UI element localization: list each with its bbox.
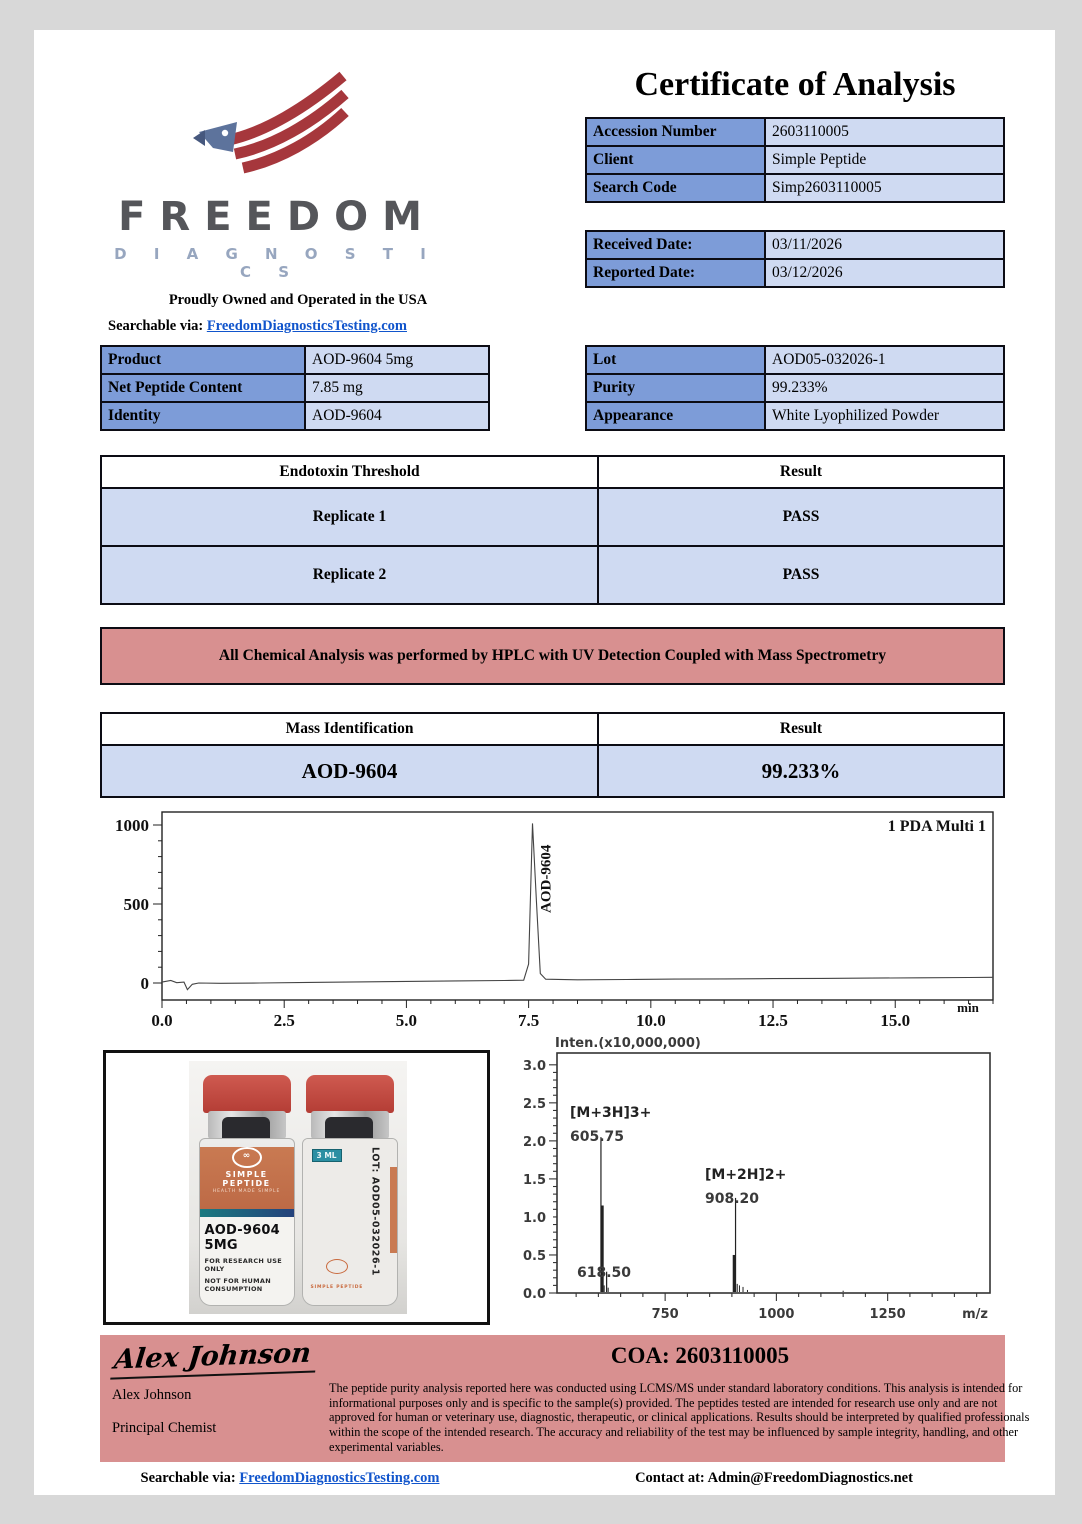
label-brand-section	[200, 1147, 294, 1209]
vial-cap	[306, 1075, 394, 1113]
vial-lot-number: LOT: AOD05-032026-1	[369, 1147, 381, 1276]
vial-body	[199, 1138, 295, 1306]
table-row	[586, 118, 1004, 146]
y-axis-label: Inten.(x10,000,000)	[555, 1036, 701, 1051]
result-value: 99.233%	[598, 745, 1004, 797]
mass-id-table	[100, 712, 1005, 798]
y-tick-label: 0.0	[522, 1287, 546, 1302]
row-value: Simp2603110005	[765, 174, 1004, 202]
table-header-row	[101, 456, 1004, 488]
hplc-chart-svg	[100, 805, 1005, 1040]
vial-crimp	[208, 1111, 286, 1139]
row-label: Received Date:	[586, 231, 765, 259]
x-tick-label: 2.5	[273, 1011, 295, 1030]
row-value: Simple Peptide	[765, 146, 1004, 174]
eagle-icon	[185, 70, 355, 188]
table-header-row	[101, 713, 1004, 745]
mass-spectrum	[520, 1035, 1012, 1335]
vial-crimp	[311, 1111, 389, 1139]
x-tick-label: 1250	[869, 1307, 906, 1322]
table-row	[586, 259, 1004, 287]
row-label: Purity	[586, 374, 765, 402]
lot-table	[585, 345, 1005, 431]
row-value: White Lyophilized Powder	[765, 402, 1004, 430]
page-title: Certificate of Analysis	[634, 66, 956, 103]
vial-brand: SIMPLE PEPTIDE	[310, 1285, 364, 1290]
footer-contact: Contact at: Admin@FreedomDiagnostics.net	[635, 1470, 913, 1486]
table-row	[586, 231, 1004, 259]
chemist-title: Principal Chemist	[112, 1420, 217, 1436]
y-tick-label: 0	[140, 974, 149, 993]
result-value: PASS	[598, 546, 1004, 604]
product-table	[100, 345, 490, 431]
ms-peak-mz: 908.20	[705, 1191, 760, 1207]
vial-brand-tagline: HEALTH MADE SIMPLE	[212, 1189, 281, 1194]
label-product-section	[200, 1217, 294, 1306]
y-tick-label: 1.0	[522, 1210, 546, 1226]
x-tick-label: 1000	[758, 1307, 795, 1322]
row-label: Reported Date:	[586, 259, 765, 287]
table-row	[101, 488, 1004, 546]
row-value: 03/11/2026	[765, 231, 1004, 259]
peak-label: AOD-9604	[538, 844, 555, 913]
x-tick-label: 15.0	[880, 1011, 911, 1030]
vial-brand: SIMPLE PEPTIDE	[222, 1170, 271, 1188]
vial-back	[302, 1075, 398, 1306]
company-logo	[90, 70, 450, 281]
x-tick-label: 7.5	[517, 1011, 540, 1030]
row-label: Client	[586, 146, 765, 174]
vial-photo	[189, 1061, 407, 1314]
table-row	[586, 146, 1004, 174]
endotoxin-table	[100, 455, 1005, 605]
replicate-name: Replicate 1	[101, 488, 598, 546]
volume-badge: 3 ML	[312, 1149, 342, 1162]
x-tick-label: 12.5	[758, 1011, 788, 1030]
chromatogram-trace	[162, 823, 993, 989]
replicate-name: Replicate 2	[101, 546, 598, 604]
y-tick-label: 0.5	[522, 1248, 546, 1264]
detector-label: 1 PDA Multi 1	[887, 818, 986, 835]
y-tick-label: 500	[123, 895, 149, 914]
brand-logo-small	[311, 1259, 364, 1293]
col-header: Result	[598, 456, 1004, 488]
row-value: 99.233%	[765, 374, 1004, 402]
table-row	[101, 374, 489, 402]
ms-annotation: [M+3H]3+	[570, 1105, 652, 1121]
brand-logo-icon: ∞	[232, 1147, 262, 1168]
label-edge	[390, 1167, 397, 1253]
table-row	[586, 346, 1004, 374]
table-row	[101, 346, 489, 374]
row-value: 2603110005	[765, 118, 1004, 146]
col-header: Mass Identification	[101, 713, 598, 745]
result-value: PASS	[598, 488, 1004, 546]
row-value: AOD-9604 5mg	[305, 346, 489, 374]
banner-text: All Chemical Analysis was performed by HPLC with UV Detection Coupled with Mass Spectrometry	[218, 647, 887, 664]
brand-logo-icon	[326, 1259, 348, 1274]
ms-peak-mz: 605.75	[570, 1129, 625, 1145]
row-value: AOD05-032026-1	[765, 346, 1004, 374]
searchable-link-top[interactable]: FreedomDiagnosticsTesting.com	[206, 318, 407, 334]
ms-annotation: [M+2H]2+	[705, 1167, 787, 1183]
x-tick-label: 0.0	[151, 1011, 173, 1030]
label-back	[303, 1139, 397, 1305]
y-tick-label: 2.5	[522, 1096, 546, 1112]
table-row	[586, 402, 1004, 430]
x-tick-label: 5.0	[395, 1011, 418, 1030]
brand-subtitle: D I A G N O S T I C S	[114, 245, 437, 281]
chemist-name: Alex Johnson	[112, 1387, 192, 1403]
accession-table	[585, 117, 1005, 203]
y-tick-label: 2.0	[522, 1134, 546, 1150]
table-row	[586, 374, 1004, 402]
signature: Alex Johnson	[110, 1337, 318, 1379]
row-value: 03/12/2026	[765, 259, 1004, 287]
disclaimer-text: The peptide purity analysis reported here was conducted using LCMS/MS under standard laboratory conditions. This analysis is intended for informational purposes only and is specific to the sample(s) provided. The peptides tested are intended for research use only and are not approved for human or veterinary use, diagnostic, therapeutic, or clinical applications. Results should be interpreted by qualified professionals within the scope of the intended research. The accuracy and reliability of the test may be influenced by sample integrity, handling, and other experimental variables.	[329, 1381, 1030, 1454]
table-row	[101, 546, 1004, 604]
y-tick-label: 1.5	[522, 1172, 546, 1188]
row-label: Appearance	[586, 402, 765, 430]
ms-peak-mz: 618.50	[577, 1265, 632, 1281]
searchable-link-bottom[interactable]: FreedomDiagnosticsTesting.com	[239, 1470, 440, 1486]
label-stripe	[200, 1209, 294, 1217]
table-row	[101, 402, 489, 430]
coa-number: COA: 2603110005	[610, 1343, 790, 1368]
dates-table	[585, 230, 1005, 288]
x-axis-unit: min	[957, 1000, 979, 1015]
row-label: Identity	[101, 402, 305, 430]
vial-warning-line: NOT FOR HUMAN CONSUMPTION	[204, 1277, 271, 1293]
x-tick-label: 750	[651, 1307, 679, 1322]
analysis-method-banner	[100, 627, 1005, 685]
table-row	[101, 745, 1004, 797]
row-label: Product	[101, 346, 305, 374]
row-label: Lot	[586, 346, 765, 374]
vial-front	[199, 1075, 295, 1306]
hplc-chromatogram	[100, 805, 1005, 1040]
col-header: Endotoxin Threshold	[101, 456, 598, 488]
product-photo-frame	[103, 1050, 490, 1325]
row-label: Net Peptide Content	[101, 374, 305, 402]
row-label: Search Code	[586, 174, 765, 202]
vial-warning-line: FOR RESEARCH USE ONLY	[204, 1257, 283, 1273]
tagline: Proudly Owned and Operated in the USA	[168, 292, 428, 308]
footer-certification-block	[100, 1335, 1030, 1462]
row-label: Accession Number	[586, 118, 765, 146]
y-tick-label: 1000	[115, 816, 149, 835]
searchable-line-top	[108, 318, 407, 335]
row-value: 7.85 mg	[305, 374, 489, 402]
searchable-label: Searchable via:	[108, 318, 204, 334]
x-axis-unit: m/z	[962, 1307, 988, 1322]
vial-product-name: AOD-9604 5MG	[204, 1223, 280, 1253]
footer-searchable	[80, 1470, 500, 1487]
table-row	[586, 174, 1004, 202]
ms-chart-svg	[520, 1035, 1012, 1335]
y-tick-label: 3.0	[522, 1058, 546, 1074]
certificate-page	[34, 30, 1055, 1495]
plot-frame	[162, 812, 993, 1000]
vial-body	[302, 1138, 398, 1306]
vial-cap	[203, 1075, 291, 1113]
x-tick-label: 10.0	[635, 1011, 666, 1030]
compound-name: AOD-9604	[101, 745, 598, 797]
searchable-label: Searchable via:	[140, 1470, 236, 1486]
row-value: AOD-9604	[305, 402, 489, 430]
brand-name: FREEDOM	[118, 194, 436, 240]
col-header: Result	[598, 713, 1004, 745]
